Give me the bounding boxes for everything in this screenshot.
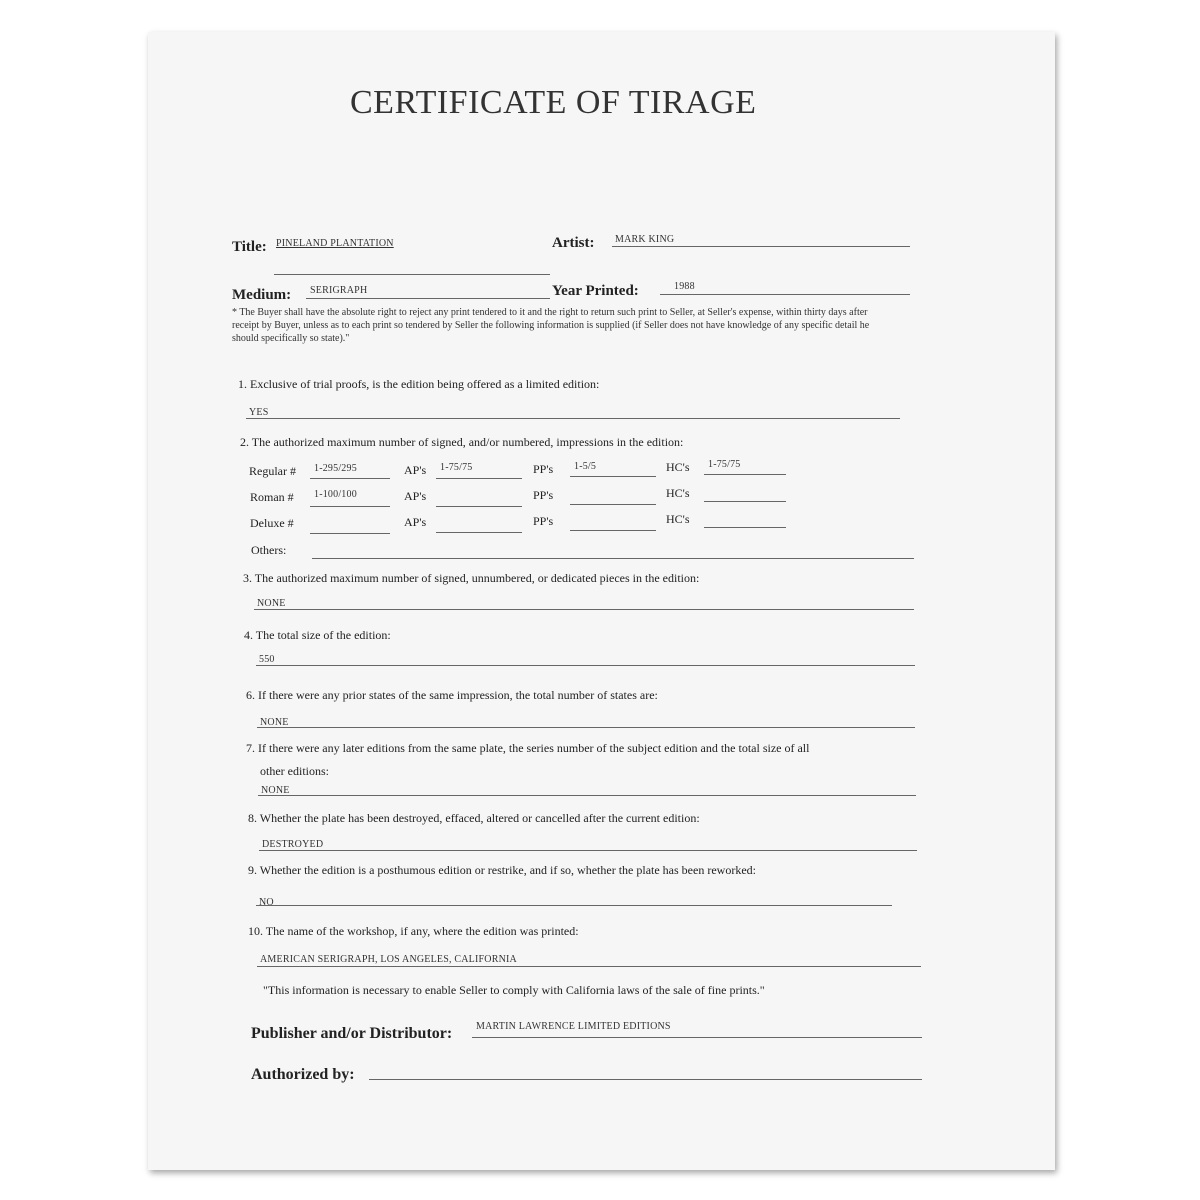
question-10: 10. The name of the workshop, if any, where the edition was printed: <box>248 924 579 938</box>
regular-number: 1-295/295 <box>314 463 357 474</box>
buyer-note: * The Buyer shall have the absolute right to reject any print tendered to it and the right to return such print to Seller, at Seller's expense, within thirty days after receipt by Buyer, unless as to each print so tendered by Seller the following information is supplied (if Seller does not have knowledge of any specific detail he should specifically so state)." <box>232 307 870 344</box>
title-underline <box>274 274 550 275</box>
question-7-line-1: 7. If there were any later editions from the same plate, the series number of the subject edition and the total size of all <box>246 741 810 755</box>
answer-4: 550 <box>259 654 275 665</box>
answer-3: NONE <box>257 598 286 609</box>
roman-aps-line <box>436 506 522 507</box>
answer-3-line <box>254 609 914 610</box>
title-value: PINELAND PLANTATION <box>276 238 394 249</box>
deluxe-aps-line <box>436 532 522 533</box>
answer-8-line <box>259 850 917 851</box>
roman-pps-label: PP's <box>533 488 554 502</box>
deluxe-hcs-line <box>704 527 786 528</box>
regular-hcs-line <box>704 474 786 475</box>
deluxe-pps-line <box>570 530 656 531</box>
regular-hcs-label: HC's <box>666 460 690 474</box>
roman-label: Roman # <box>250 490 294 504</box>
question-2: 2. The authorized maximum number of signed, and/or numbered, impressions in the edition: <box>240 435 684 449</box>
authorized-signature-line <box>369 1079 922 1080</box>
year-value: 1988 <box>674 281 695 292</box>
artist-label: Artist: <box>552 235 595 251</box>
answer-7-line <box>258 795 916 796</box>
others-line <box>312 558 914 559</box>
roman-hcs-label: HC's <box>666 486 690 500</box>
answer-8: DESTROYED <box>262 839 324 850</box>
answer-6-line <box>257 727 915 728</box>
question-8: 8. Whether the plate has been destroyed, effaced, altered or cancelled after the current edition: <box>248 811 700 825</box>
regular-aps-label: AP's <box>404 463 427 477</box>
authorized-label: Authorized by: <box>251 1066 355 1083</box>
regular-pps-value: 1-5/5 <box>574 461 597 472</box>
deluxe-hcs-label: HC's <box>666 512 690 526</box>
artist-value: MARK KING <box>615 234 675 245</box>
answer-10-line <box>257 966 921 967</box>
year-label: Year Printed: <box>552 283 639 299</box>
title-label: Title: <box>232 239 267 255</box>
year-underline <box>660 294 910 295</box>
answer-6: NONE <box>260 717 289 728</box>
roman-number: 1-100/100 <box>314 489 357 500</box>
roman-hcs-line <box>704 501 786 502</box>
deluxe-label: Deluxe # <box>250 516 294 530</box>
publisher-label: Publisher and/or Distributor: <box>251 1025 453 1042</box>
regular-hcs-value: 1-75/75 <box>708 459 741 470</box>
regular-pps-line <box>570 476 656 477</box>
medium-label: Medium: <box>232 287 292 303</box>
others-label: Others: <box>251 543 287 557</box>
publisher-line <box>472 1037 922 1038</box>
medium-value: SERIGRAPH <box>310 285 368 296</box>
deluxe-number-line <box>310 533 390 534</box>
document-title: CERTIFICATE OF TIRAGE <box>350 84 757 121</box>
answer-4-line <box>256 665 915 666</box>
publisher-value: MARTIN LAWRENCE LIMITED EDITIONS <box>476 1021 671 1032</box>
regular-number-line <box>310 478 390 479</box>
regular-pps-label: PP's <box>533 462 554 476</box>
answer-7: NONE <box>261 785 290 796</box>
question-3: 3. The authorized maximum number of signed, unnumbered, or dedicated pieces in the edition: <box>243 571 700 585</box>
deluxe-pps-label: PP's <box>533 514 554 528</box>
roman-number-line <box>310 506 390 507</box>
question-4: 4. The total size of the edition: <box>244 628 391 642</box>
question-1: 1. Exclusive of trial proofs, is the edition being offered as a limited edition: <box>238 377 600 391</box>
answer-1: YES <box>249 407 269 418</box>
roman-pps-line <box>570 504 656 505</box>
question-6: 6. If there were any prior states of the same impression, the total number of states are: <box>246 688 658 702</box>
answer-1-line <box>246 418 900 419</box>
answer-9-line <box>256 905 892 906</box>
artist-underline <box>612 246 910 247</box>
answer-10: AMERICAN SERIGRAPH, LOS ANGELES, CALIFORNIA <box>260 954 517 965</box>
question-7-line-2: other editions: <box>260 764 329 778</box>
regular-label: Regular # <box>249 464 296 478</box>
question-9: 9. Whether the edition is a posthumous edition or restrike, and if so, whether the plate has been reworked: <box>248 863 756 877</box>
california-note: "This information is necessary to enable Seller to comply with California laws of the sale of fine prints." <box>263 983 765 997</box>
regular-aps-value: 1-75/75 <box>440 462 473 473</box>
roman-aps-label: AP's <box>404 489 427 503</box>
medium-underline <box>306 298 550 299</box>
answer-9: NO <box>259 897 274 908</box>
regular-aps-line <box>436 478 522 479</box>
deluxe-aps-label: AP's <box>404 515 427 529</box>
